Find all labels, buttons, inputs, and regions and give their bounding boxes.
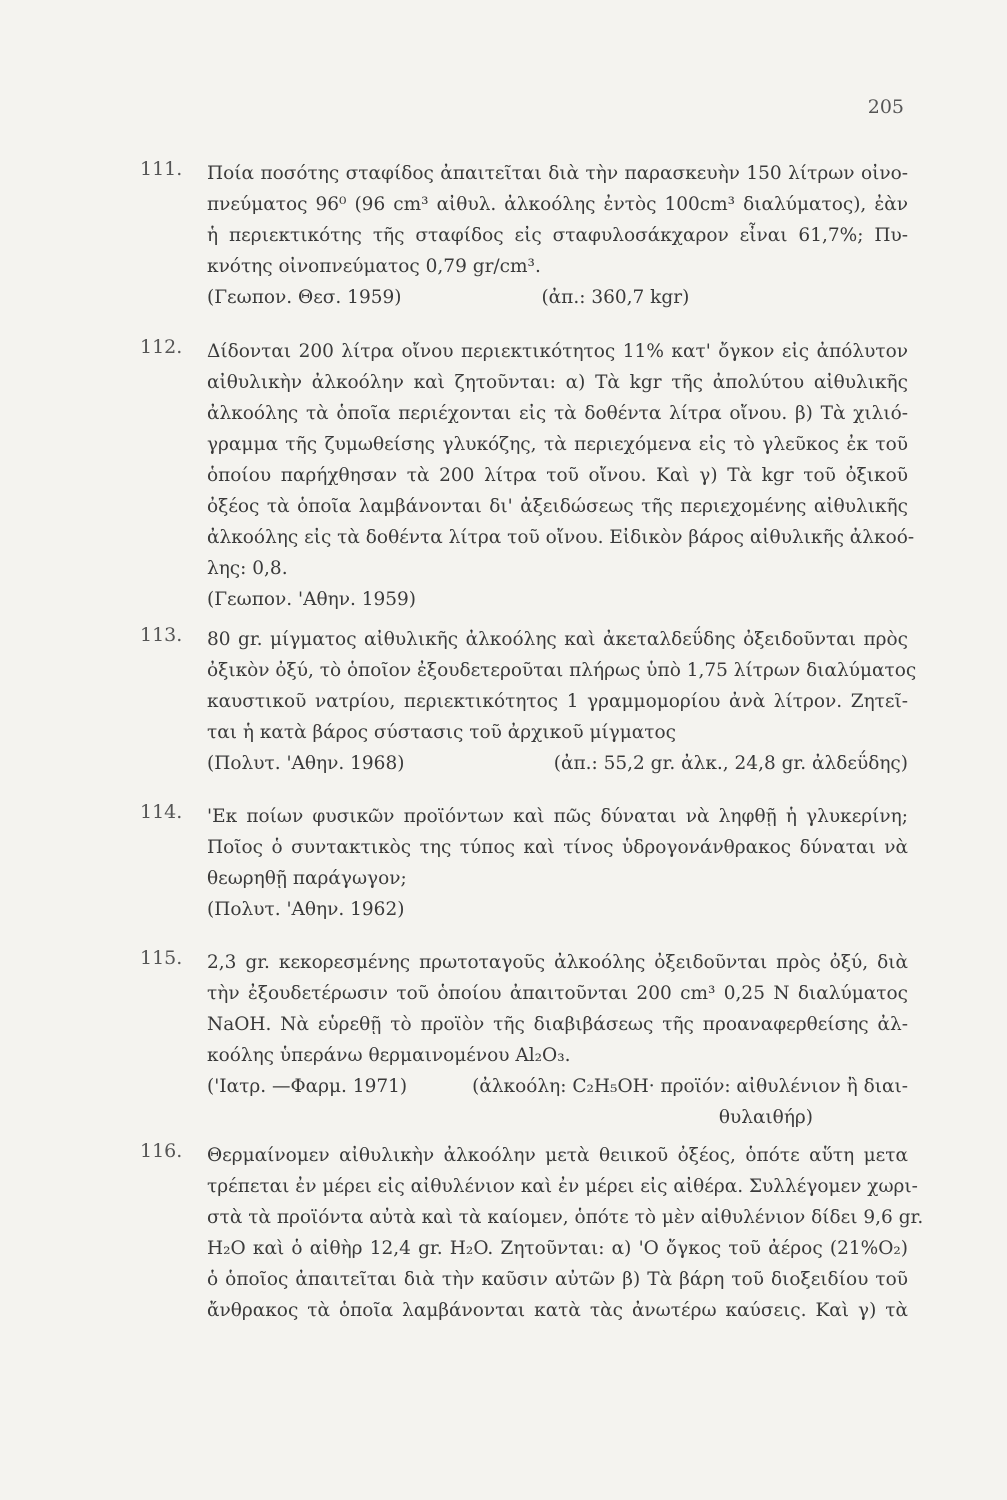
- answer-continuation: θυλαιθήρ): [718, 1107, 813, 1128]
- exam-source: (Πολυτ. 'Αθην. 1962): [207, 899, 405, 920]
- problem-113: [140, 624, 917, 779]
- problem-text-line: ται ἡ κατὰ βάρος σύστασις τοῦ ἀρχικοῦ μίγματος: [207, 722, 677, 743]
- problem-text-line: ἀλκοόλης τὰ ὁποῖα περιέχονται εἰς τὰ δοθέντα λίτρα οἴνου. β) Τὰ χιλιό-: [207, 403, 908, 424]
- problem-114: [140, 801, 908, 925]
- problem-text-line: τὴν ἐξουδετέρωσιν τοῦ ὁποίου ἀπαιτοῦνται 200 cm³ 0,25 N διαλύματος: [207, 983, 908, 1004]
- problem-text-line: 2,3 gr. κεκορεσμένης πρωτοταγοῦς ἀλκοόλης ὀξειδοῦνται πρὸς ὀξύ, διὰ: [207, 952, 908, 973]
- problem-text-line: θεωρηθῇ παράγωγον;: [207, 868, 407, 889]
- problem-text-line: Ποία ποσότης σταφίδος ἀπαιτεῖται διὰ τὴν παρασκευὴν 150 λίτρων οἰνο-: [207, 163, 908, 184]
- problem-number: 112.: [140, 336, 183, 358]
- exam-source: (Γεωπον. Θεσ. 1959): [207, 287, 402, 308]
- problem-text-line: στὰ τὰ προϊόντα αὐτὰ καὶ τὰ καίομεν, ὁπότε τὸ μὲν αἰθυλένιον δίδει 9,6 gr.: [207, 1207, 924, 1228]
- problem-text-line: ὀξέος τὰ ὁποῖα λαμβάνονται δι' ἀξειδώσεως τῆς περιεχομένης αἰθυλικῆς: [207, 496, 908, 517]
- problem-text-line: NaOH. Νὰ εὑρεθῇ τὸ προϊὸν τῆς διαβιβάσεως τῆς προαναφερθείσης ἀλ-: [207, 1014, 908, 1035]
- problem-text-line: ὀξικὸν ὀξύ, τὸ ὁποῖον ἐξουδετεροῦται πλήρως ὑπὸ 1,75 λίτρων διαλύματος: [207, 660, 917, 681]
- problem-number: 111.: [140, 158, 183, 180]
- problem-text-line: ὁποίου παρήχθησαν τὰ 200 λίτρα τοῦ οἴνου. Καὶ γ) Τὰ kgr τοῦ ὀξικοῦ: [207, 465, 908, 486]
- problem-text-line: ἄνθρακος τὰ ὁποῖα λαμβάνονται κατὰ τὰς ἀνωτέρω καύσεις. Καὶ γ) τὰ: [207, 1300, 908, 1321]
- problem-text-line: καυστικοῦ νατρίου, περιεκτικότητος 1 γραμμομορίου ἀνὰ λίτρον. Ζητεῖ-: [207, 691, 908, 712]
- problem-number: 115.: [140, 947, 183, 969]
- exam-source: (Γεωπον. 'Αθην. 1959): [207, 589, 417, 610]
- problem-text-line: τρέπεται ἐν μέρει εἰς αἰθυλένιον καὶ ἐν μέρει εἰς αἰθέρα. Συλλέγομεν χωρι-: [207, 1176, 918, 1197]
- problem-text-line: γραμμα τῆς ζυμωθείσης γλυκόζης, τὰ περιεχόμενα εἰς τὸ γλεῦκος ἐκ τοῦ: [207, 434, 908, 455]
- problem-text-line: H₂O καὶ ὁ αἰθὴρ 12,4 gr. H₂O. Ζητοῦνται: α) 'Ο ὄγκος τοῦ ἀέρος (21%O₂): [207, 1238, 908, 1259]
- problem-text-line: λης: 0,8.: [207, 558, 288, 579]
- answer: (ἀλκοόλη: C₂H₅OH· προϊόν: αἰθυλένιον ἢ διαι-: [472, 1076, 908, 1097]
- exam-source: (Πολυτ. 'Αθην. 1968): [207, 753, 405, 774]
- problem-text-line: κοόλης ὑπεράνω θερμαινομένου Al₂O₃.: [207, 1045, 571, 1066]
- problem-text-line: ἡ περιεκτικότης τῆς σταφίδος εἰς σταφυλοσάκχαρον εἶναι 61,7%; Πυ-: [207, 225, 908, 246]
- source-line: [207, 748, 908, 779]
- problem-text-line: αἰθυλικὴν ἀλκοόλην καὶ ζητοῦνται: α) Τὰ kgr τῆς ἀπολύτου αἰθυλικῆς: [207, 372, 908, 393]
- problem-text-line: πνεύματος 96⁰ (96 cm³ αἰθυλ. ἀλκοόλης ἐντὸς 100cm³ διαλύματος), ἐὰν: [207, 194, 908, 215]
- problem-number: 113.: [140, 624, 183, 646]
- problem-text-line: Ποῖος ὁ συντακτικὸς της τύπος καὶ τίνος ὑδρογονάνθρακος δύναται νὰ: [207, 837, 908, 858]
- problem-number: 114.: [140, 801, 183, 823]
- problem-text-line: Δίδονται 200 λίτρα οἴνου περιεκτικότητος 11% κατ' ὄγκον εἰς ἀπόλυτον: [207, 341, 908, 362]
- problem-115: [140, 947, 908, 1133]
- source-line: [207, 282, 908, 313]
- problem-text-line: Θερμαίνομεν αἰθυλικὴν ἀλκοόλην μετὰ θειικοῦ ὀξέος, ὁπότε αὕτη μετα: [207, 1145, 908, 1166]
- exam-source: ('Ιατρ. —Φαρμ. 1971): [207, 1076, 408, 1097]
- page-number: 205: [867, 96, 904, 118]
- source-line: [207, 1071, 908, 1102]
- problem-number: 116.: [140, 1140, 183, 1162]
- problem-text-line: ὁ ὁποῖος ἀπαιτεῖται διὰ τὴν καῦσιν αὐτῶν β) Τὰ βάρη τοῦ διοξειδίου τοῦ: [207, 1269, 908, 1290]
- problem-text-line: ἀλκοόλης εἰς τὰ δοθέντα λίτρα τοῦ οἴνου. Εἰδικὸν βάρος αἰθυλικῆς ἀλκοό-: [207, 527, 915, 548]
- problem-text-line: 'Εκ ποίων φυσικῶν προϊόντων καὶ πῶς δύναται νὰ ληφθῇ ἡ γλυκερίνη;: [207, 806, 908, 827]
- answer: (ἀπ.: 55,2 gr. ἀλκ., 24,8 gr. ἀλδεΰδης): [553, 753, 908, 774]
- problem-text-line: 80 gr. μίγματος αἰθυλικῆς ἀλκοόλης καὶ ἀκεταλδεΰδης ὀξειδοῦνται πρὸς: [207, 629, 908, 650]
- problem-112: [140, 336, 915, 615]
- problem-111: [140, 158, 908, 313]
- answer: (ἀπ.: 360,7 kgr): [541, 287, 690, 308]
- problem-text-line: κνότης οἰνοπνεύματος 0,79 gr/cm³.: [207, 256, 541, 277]
- problem-116: [140, 1140, 924, 1326]
